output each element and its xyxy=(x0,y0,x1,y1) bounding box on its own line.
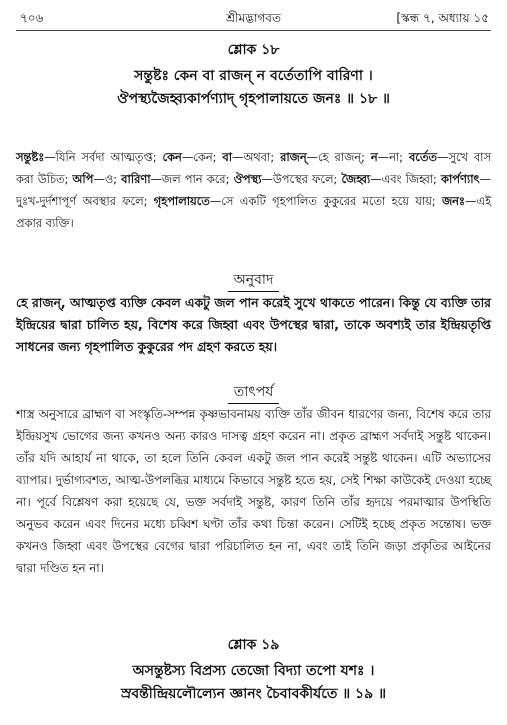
synonym-meaning: —কেন; xyxy=(181,150,223,164)
synonym-meaning: —এই প্রকার ব্যক্তি। xyxy=(16,194,491,230)
book-title: শ্রীমদ্ভাগবত xyxy=(225,11,281,25)
page-number: ৭০৬ xyxy=(20,11,44,25)
synonym-word: রাজন্ xyxy=(280,150,307,164)
synonym-meaning: —এবং জিহ্বা; xyxy=(370,172,442,186)
synonym-meaning: —যিনি সর্বদা আত্মতৃপ্ত; xyxy=(44,150,163,164)
page-header xyxy=(16,8,491,30)
verse-line: স্রবন্তীন্দ্রিয়লৌল্যেন জ্ঞানং চৈবাবকীর্যতে ॥ ১৯ ॥ xyxy=(120,686,386,702)
translation-heading: অনুবাদ xyxy=(16,268,491,292)
verse-number: শ্লোক ১৮ xyxy=(227,42,280,58)
synonym-word: জনঃ xyxy=(441,194,466,208)
verse-number: শ্লোক ১৯ xyxy=(227,637,280,653)
synonym-word: বা xyxy=(222,150,233,164)
synonym-meaning: —হে রাজন্; xyxy=(306,150,371,164)
purport-text: শাস্ত্র অনুসারে ব্রাহ্মণ বা সংস্কৃতি-সম্পন্ন কৃষ্ণভাবনাময় ব্যক্তি তাঁর জীবন ধারণের জন্য, বিশেষ করে তার ইন্দ্রিয়সুখ ভোগের জন্য কখনও অন্য কারও দাসত্ব গ্রহণ করেন না। প্রকৃত ব্রাহ্মণ সর্বদাই সন্তুষ্ট থাকেন। তাঁর যদি আহার্য না থাকে, তা হলে তিনি কেবল একটু জল পান করেই সন্তুষ্ট থাকেন। এটি অভ্যাসের ব্যাপার। দুর্ভাগ্যবশত, আত্ম-উপলব্ধির মাধ্যমে কিভাবে সন্তুষ্ট হতে হয়, সেই শিক্ষা কাউকেই দেওয়া হচ্ছে না। পূর্বে বিশ্লেষণ করা হয়েছে যে, ভক্ত সর্বদাই সন্তুষ্ট, কারণ তিনি তাঁর হৃদয়ে পরমাত্মার উপস্থিতি অনুভব করেন এবং দিনের মধ্যে চব্বিশ ঘণ্টা তাঁর কথা চিন্তা করেন। সেটিই হচ্ছে প্রকৃত সন্তোষ। ভক্ত কখনও জিহ্বা এবং উপস্থের বেগের দ্বারা পরিচালিত হন না, এবং তাই তিনি জড়া প্রকৃতির আইনের দ্বারা দণ্ডিত হন না। xyxy=(16,407,491,575)
synonym-word: ন xyxy=(370,150,378,164)
synonym-meaning: —জল পান করে; xyxy=(150,172,234,186)
synonym-word: জৈহ্ব্য xyxy=(341,172,371,186)
purport-heading: তাৎপর্য xyxy=(16,380,491,404)
synonym-word: বারিণা xyxy=(121,172,151,186)
verse-line: সন্তুষ্টঃ কেন বা রাজন্ ন বর্তেতাপি বারিণা । xyxy=(134,68,373,84)
synonym-word: কার্পণ্যাৎ xyxy=(441,172,480,186)
synonym-word: ঔপস্থ্য xyxy=(233,172,262,186)
verse-line: ঔপস্থ্যজৈহ্ব্যকার্পণ্যাদ্ গৃহপালায়তে জনঃ ॥ ১৮ ॥ xyxy=(117,91,390,107)
synonym-word: কেন xyxy=(162,150,182,164)
synonym-word: সন্তুষ্টঃ xyxy=(16,150,45,164)
synonym-word: গৃহপালায়তে xyxy=(153,194,210,208)
synonym-word: বর্তেত xyxy=(408,150,437,164)
verse-19 xyxy=(16,633,491,706)
verse-18 xyxy=(16,38,491,111)
synonyms xyxy=(16,146,491,234)
synonym-meaning: —ও; xyxy=(93,172,122,186)
translation-text: হে রাজন্, আত্মতৃপ্ত ব্যক্তি কেবল একটু জল পান করেই সুখে থাকতে পারেন। কিন্তু যে ব্যক্তি তার ইন্দ্রিয়ের দ্বারা চালিত হয়, বিশেষ করে জিহ্বা এবং উপস্থের দ্বারা, তাকে অবশ্যই তার ইন্দ্রিয়তৃপ্তি সাধনের জন্য গৃহপালিত কুকুরের পদ গ্রহণ করতে হয়। xyxy=(16,295,491,354)
synonym-meaning: —দুঃখ-দুর্দশাপূর্ণ অবস্থার ফলে; xyxy=(16,172,492,208)
synonym-meaning: —সে একটি গৃহপালিত কুকুরের মতো হয়ে যায়; xyxy=(209,194,442,208)
header-rule xyxy=(16,30,491,31)
synonym-meaning: —না; xyxy=(377,150,409,164)
chapter-reference: [স্কন্ধ ৭, অধ্যায় ১৫ xyxy=(396,11,489,25)
synonym-meaning: —উপস্থের ফলে; xyxy=(261,172,342,186)
synonym-word: অপি xyxy=(72,172,94,186)
synonym-meaning: —সুখে বাস করা উচিত; xyxy=(16,150,492,186)
synonym-meaning: —অথবা; xyxy=(232,150,281,164)
verse-line: অসন্তুষ্টস্য বিপ্রস্য তেজো বিদ্যা তপো যশঃ । xyxy=(132,663,375,679)
